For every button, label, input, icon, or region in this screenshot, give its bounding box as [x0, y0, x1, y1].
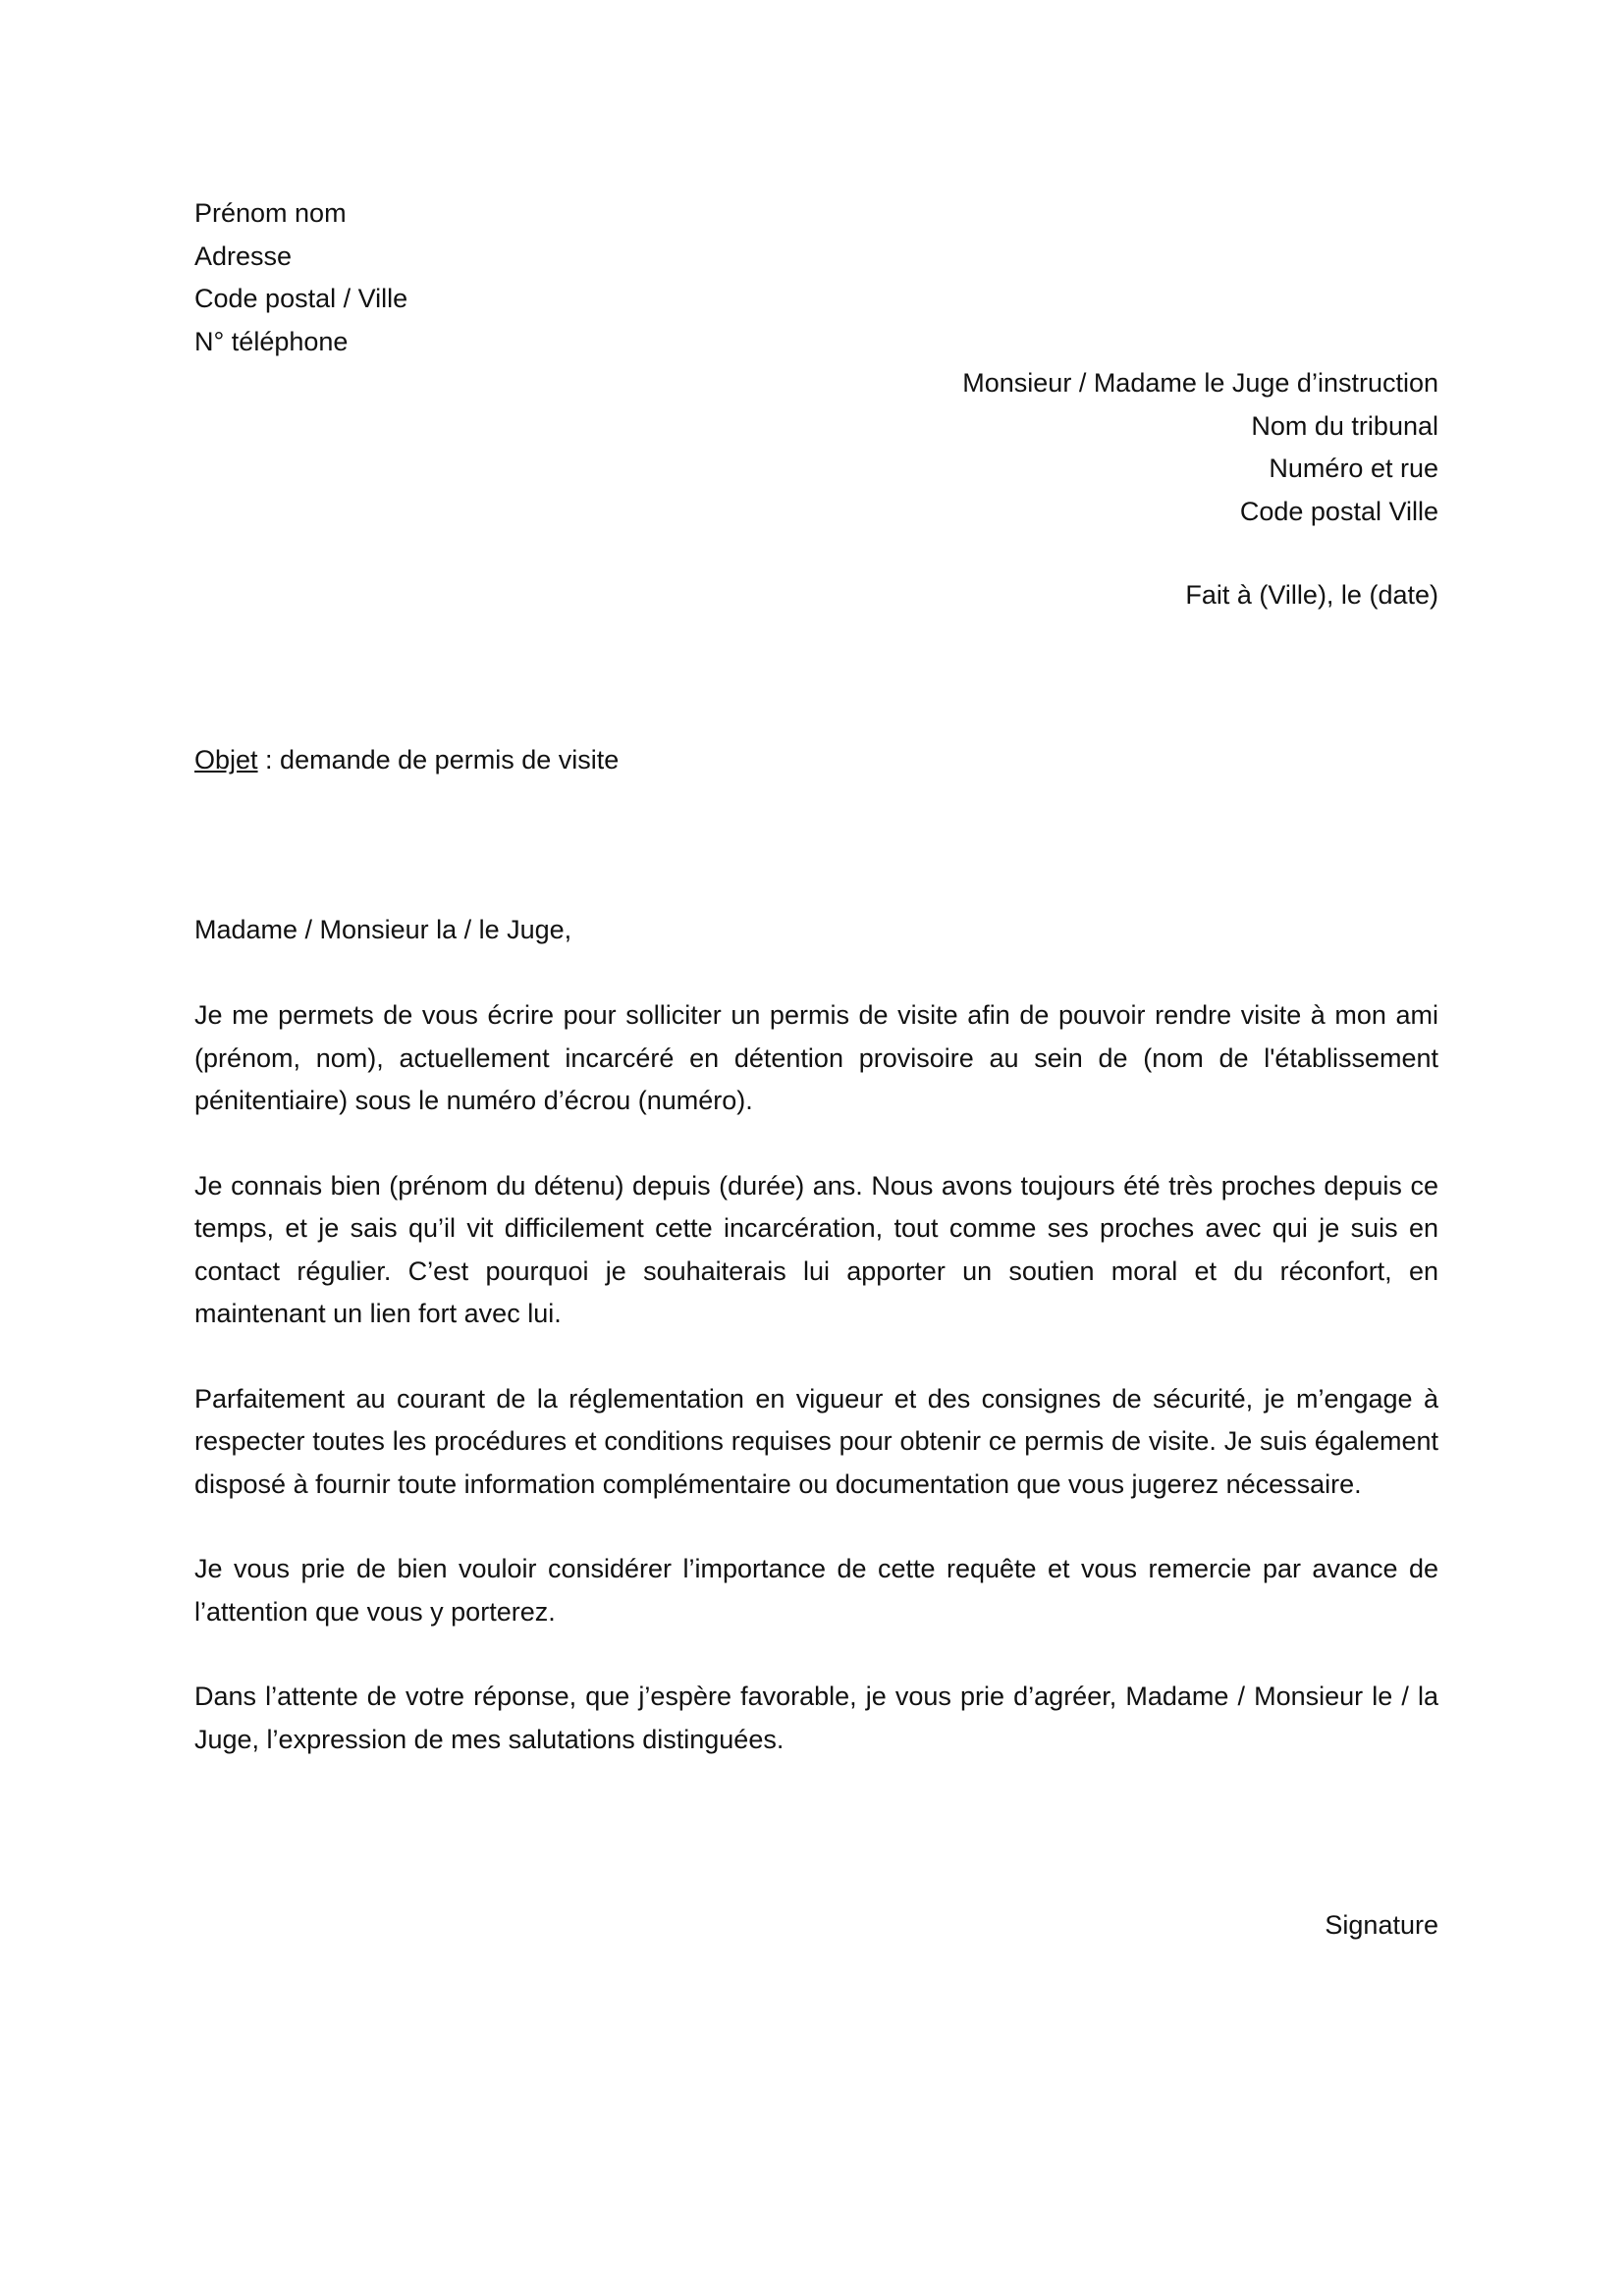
letter-body — [194, 994, 1438, 1803]
place-date: Fait à (Ville), le (date) — [1185, 580, 1438, 610]
recipient-postal-city: Code postal Ville — [1239, 496, 1438, 526]
sender-name: Prénom nom — [194, 198, 347, 228]
paragraph: Je connais bien (prénom du détenu) depuis (durée) ans. Nous avons toujours été très proches depuis ce temps, et je sais qu’il vit difficilement cette incarcération, tout comme ses proches avec qui je suis en contact régulier. C’est pourquoi je souhaiterais lui apporter un soutien moral et du réconfort, en maintenant un lien fort avec lui. — [194, 1170, 1438, 1328]
sender-block — [194, 192, 407, 363]
subject-label: Objet — [194, 745, 258, 774]
recipient-title: Monsieur / Madame le Juge d’instruction — [962, 368, 1438, 398]
recipient-block — [962, 362, 1438, 533]
sender-address: Adresse — [194, 240, 293, 271]
paragraph: Parfaitement au courant de la réglementation en vigueur et des consignes de sécurité, je m’engage à respecter toutes les procédures et conditions requises pour obtenir ce permis de visite. Je suis également disposé à fournir toute information complémentaire ou documentation que vous jugerez nécessaire. — [194, 1383, 1438, 1499]
salutation: Madame / Monsieur la / le Juge, — [194, 915, 572, 944]
recipient-street: Numéro et rue — [1269, 454, 1438, 483]
paragraph: Dans l’attente de votre réponse, que j’espère favorable, je vous prie d’agréer, Madame / Monsieur le / la Juge, l’expression de mes salutations distinguées. — [194, 1682, 1438, 1754]
sender-phone: N° téléphone — [194, 326, 349, 356]
paragraph: Je me permets de vous écrire pour solliciter un permis de visite afin de pouvoir rendre visite à mon ami (prénom, nom), actuellement incarcéré en détention provisoire au sein de (nom de l'établissement pénitentiaire) sous le numéro d’écrou (numéro). — [194, 1000, 1438, 1115]
signature: Signature — [1325, 1910, 1438, 1940]
subject-line — [194, 739, 619, 782]
paragraph: Je vous prie de bien vouloir considérer l’importance de cette requête et vous remercie par avance de l’attention que vous y porterez. — [194, 1554, 1438, 1627]
sender-postal-city: Code postal / Ville — [194, 284, 408, 313]
subject-text: : demande de permis de visite — [257, 745, 620, 774]
recipient-court: Nom du tribunal — [1251, 410, 1438, 441]
